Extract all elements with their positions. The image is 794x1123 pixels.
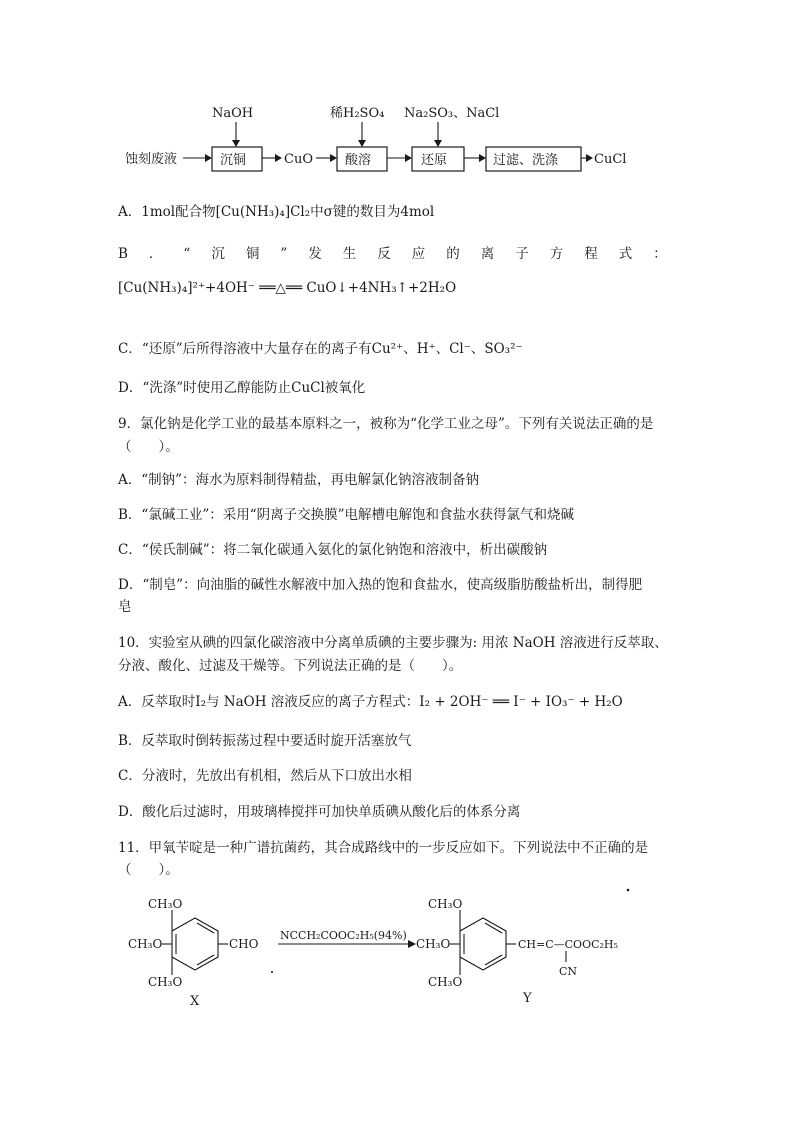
- label-x: X: [190, 994, 200, 1009]
- q10-option-c: C．分液时，先放出有机相，然后从下口放出水相: [118, 768, 412, 784]
- y-och3-mid: CH₃O: [416, 937, 451, 951]
- reaction-scheme: [0, 880, 794, 1010]
- q9-stem-line2: （ ）。: [118, 439, 179, 455]
- q9-option-b: B．“氯碱工业”：采用“阴离子交换膜”电解槽电解饱和食盐水获得氯气和烧碱: [118, 507, 575, 523]
- x-och3-bottom: CH₃O: [148, 975, 183, 989]
- q10-stem-line1: 10．实验室从碘的四氯化碳溶液中分离单质碘的主要步骤为: 用浓 NaOH 溶液进行反萃取、: [118, 635, 668, 651]
- q9-stem-line1: 9．氯化钠是化学工业的最基本原料之一，被称为“化学工业之母”。下列有关说法正确的是: [118, 416, 654, 432]
- x-cho: CHO: [229, 937, 259, 951]
- y-och3-top: CH₃O: [428, 897, 463, 911]
- molecule-x: [128, 897, 259, 1009]
- flow-product: CuCl: [594, 152, 627, 167]
- reaction-reagent: NCCH₂COOC₂H₅(94%): [280, 929, 407, 942]
- reagent-na2so3-nacl: Na₂SO₃、NaCl: [404, 106, 500, 121]
- q9-option-d-line2: 皂: [118, 599, 132, 615]
- flow-start: 蚀刻废液: [125, 152, 178, 167]
- q10-stem-line2: 分液、酸化、过滤及干燥等。下列说法正确的是（ ）。: [118, 658, 463, 674]
- step-suanrong: 酸溶: [345, 153, 372, 168]
- process-flow-diagram: [0, 0, 794, 190]
- flow-cuo: CuO: [284, 152, 313, 167]
- label-y: Y: [523, 991, 532, 1006]
- q9-option-d-line1: D．“制皂”：向油脂的碱性水解液中加入热的饱和食盐水，使高级脂肪酸盐析出，制得肥: [118, 577, 643, 593]
- q11-stem-line2: （ ）。: [118, 862, 179, 878]
- q8-option-a: A．1mol配合物[Cu(NH₃)₄]Cl₂中σ键的数目为4mol: [118, 204, 435, 220]
- q9-option-a: A．“制钠”：海水为原料制得精盐，再电解氯化钠溶液制备钠: [118, 472, 480, 488]
- q9-option-c: C．“侯氏制碱”：将二氧化碳通入氨化的氯化钠饱和溶液中，析出碳酸钠: [118, 542, 548, 558]
- reagent-h2so4: 稀H₂SO₄: [330, 106, 385, 121]
- q11-stem-line1: 11．甲氧苄啶是一种广谱抗菌药，其合成路线中的一步反应如下。下列说法中不正确的是: [118, 840, 649, 856]
- step-chentong: 沉铜: [220, 153, 247, 168]
- y-cn: CN: [559, 965, 578, 978]
- reagent-naoh: NaOH: [212, 106, 254, 121]
- q8-option-b-equation: [Cu(NH₃)₄]²⁺+4OH⁻ ══△══ CuO↓+4NH₃↑+2H₂O: [118, 280, 457, 296]
- q10-option-b: B．反萃取时倒转振荡过程中要适时旋开活塞放气: [118, 733, 412, 749]
- x-och3-mid: CH₃O: [128, 937, 163, 951]
- step-guolv-xidi: 过滤、洗涤: [493, 153, 559, 168]
- q10-option-a: A．反萃取时I₂与 NaOH 溶液反应的离子方程式：I₂ + 2OH⁻ ══ I⁻ + IO₃⁻ + H₂O: [118, 694, 623, 710]
- x-och3-top: CH₃O: [148, 897, 183, 911]
- molecule-y: [416, 897, 618, 1006]
- q8-option-d: D．“洗涤”时使用乙醇能防止CuCl被氧化: [118, 380, 366, 396]
- y-side-chain: CH=C—COOC₂H₅: [518, 938, 618, 951]
- y-och3-bottom: CH₃O: [428, 975, 463, 989]
- q8-option-b-prefix: [118, 242, 688, 262]
- q8-option-b-text: B．“沉铜”发生反应的离子方程式：: [118, 246, 688, 262]
- q8-option-c: C．“还原”后所得溶液中大量存在的离子有Cu²⁺、H⁺、Cl⁻、SO₃²⁻: [118, 341, 523, 357]
- q10-option-d: D．酸化后过滤时，用玻璃棒搅拌可加快单质碘从酸化后的体系分离: [118, 804, 521, 820]
- step-huanyuan: 还原: [421, 153, 448, 168]
